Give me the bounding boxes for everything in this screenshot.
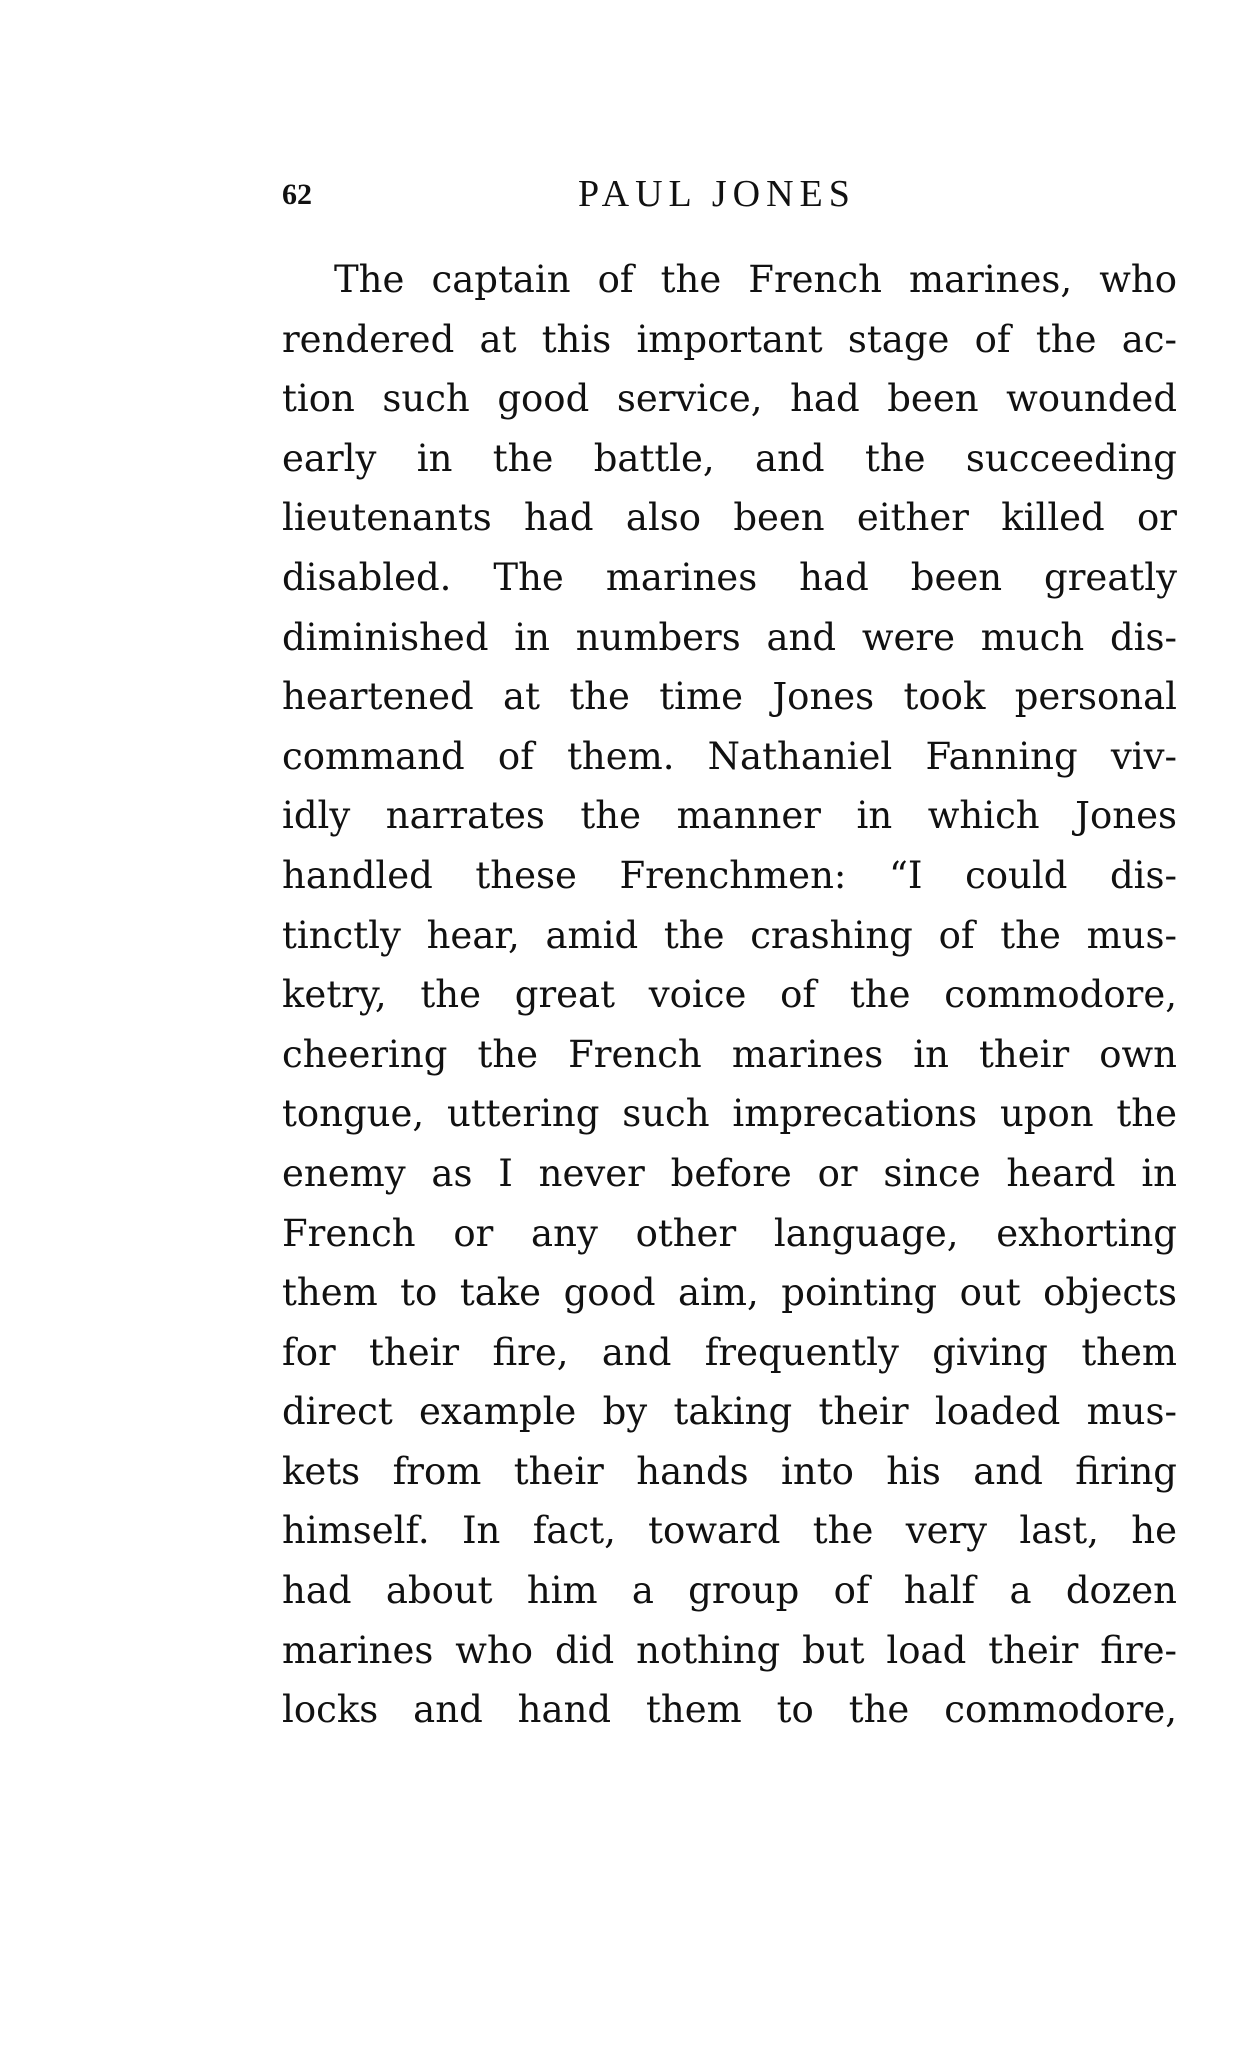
text-line: idly narrates the manner in which Jones	[282, 794, 1177, 838]
body-text	[282, 250, 1177, 1740]
text-line: kets from their hands into his and firing	[282, 1449, 1177, 1493]
text-line: enemy as I never before or since heard in	[282, 1151, 1177, 1195]
text-line: marines who did nothing but load their fire-	[282, 1628, 1177, 1672]
text-line: command of them. Nathaniel Fanning viv-	[282, 734, 1177, 778]
text-line: had about him a group of half a dozen	[282, 1569, 1177, 1613]
text-line: them to take good aim, pointing out objects	[282, 1271, 1177, 1315]
text-line: French or any other language, exhorting	[282, 1211, 1177, 1255]
text-line: handled these Frenchmen: “I could dis-	[282, 853, 1177, 897]
text-line: ketry, the great voice of the commodore,	[282, 973, 1177, 1017]
text-line: direct example by taking their loaded mus-	[282, 1390, 1177, 1434]
running-head: PAUL JONES	[578, 173, 856, 215]
text-line: early in the battle, and the succeeding	[282, 436, 1177, 480]
text-line: tion such good service, had been wounded	[282, 377, 1177, 421]
text-line: disabled. The marines had been greatly	[282, 555, 1177, 599]
text-line: for their fire, and frequently giving them	[282, 1330, 1177, 1374]
text-line: himself. In fact, toward the very last, he	[282, 1509, 1177, 1553]
page-number: 62	[282, 178, 312, 211]
text-line: The captain of the French marines, who	[334, 258, 1177, 301]
text-line: rendered at this important stage of the ac-	[282, 317, 1177, 361]
text-line: lieutenants had also been either killed or	[282, 496, 1177, 540]
text-line: diminished in numbers and were much dis-	[282, 615, 1177, 659]
text-line: heartened at the time Jones took personal	[282, 675, 1177, 719]
text-line: tongue, uttering such imprecations upon the	[282, 1092, 1177, 1136]
text-line: cheering the French marines in their own	[282, 1032, 1177, 1076]
text-line: locks and hand them to the commodore,	[282, 1688, 1177, 1732]
text-line: tinctly hear, amid the crashing of the mus-	[282, 913, 1177, 957]
page-header	[282, 172, 1172, 232]
